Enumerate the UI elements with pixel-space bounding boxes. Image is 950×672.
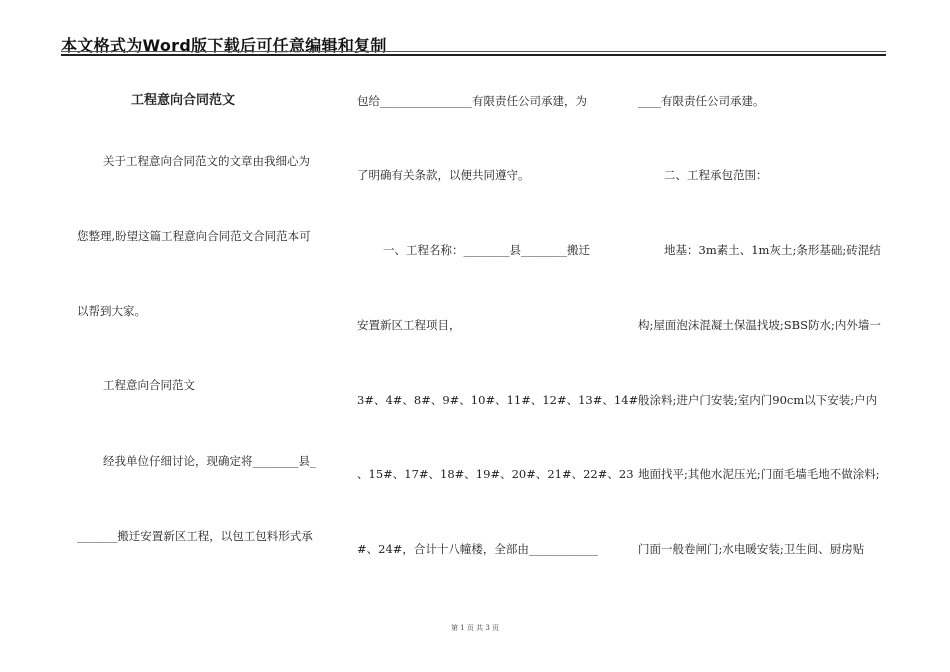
paragraph-line: 安置新区工程项目， [357,318,461,332]
paragraph-line: 、15#、17#、18#、19#、20#、21#、22#、23 [357,467,634,481]
paragraph-line: 一、工程名称：________县________搬迁 [383,243,590,257]
paragraph-line: 关于工程意向合同范文的文章由我细心为 [103,154,310,168]
paragraph-line: ____有限责任公司承建。 [638,94,765,108]
paragraph-line: 构;屋面泡沫混凝土保温找坡;SBS防水;内外墙一 [638,318,881,332]
document-header: 本文格式为Word版下载后可任意编辑和复制 [61,36,387,55]
header-divider [61,51,886,56]
paragraph-line: 3#、4#、8#、9#、10#、11#、12#、13#、14# [357,393,639,407]
paragraph-line: 包给________________有限责任公司承建，为 [357,94,587,108]
document-title: 工程意向合同范文 [131,93,236,108]
paragraph-line: 地面找平;其他水泥压光;门面毛墙毛地不做涂料; [638,467,880,481]
paragraph-line: 般涂料;进户门安装;室内门90cm以下安装;户内 [638,393,878,407]
paragraph-line: 以帮到大家。 [77,304,146,318]
paragraph-line: #、24#，合计十八幢楼，全部由____________ [357,542,598,556]
section-heading: 工程意向合同范文 [103,378,195,392]
paragraph-line: 您整理,盼望这篇工程意向合同范文合同范本可 [77,229,311,243]
paragraph-line: 门面一般卷闸门;水电暖安装;卫生间、厨房贴 [638,542,865,556]
section-heading: 二、工程承包范围： [664,168,768,182]
paragraph-line: _______搬迁安置新区工程，以包工包料形式承 [77,529,313,543]
paragraph-line: 了明确有关条款，以便共同遵守。 [357,168,530,182]
paragraph-line: 经我单位仔细讨论，现确定将________县_ [103,454,316,468]
paragraph-line: 地基：3m素土、1m灰土;条形基础;砖混结 [664,243,881,257]
page-number: 第 1 页 共 3 页 [450,624,500,632]
